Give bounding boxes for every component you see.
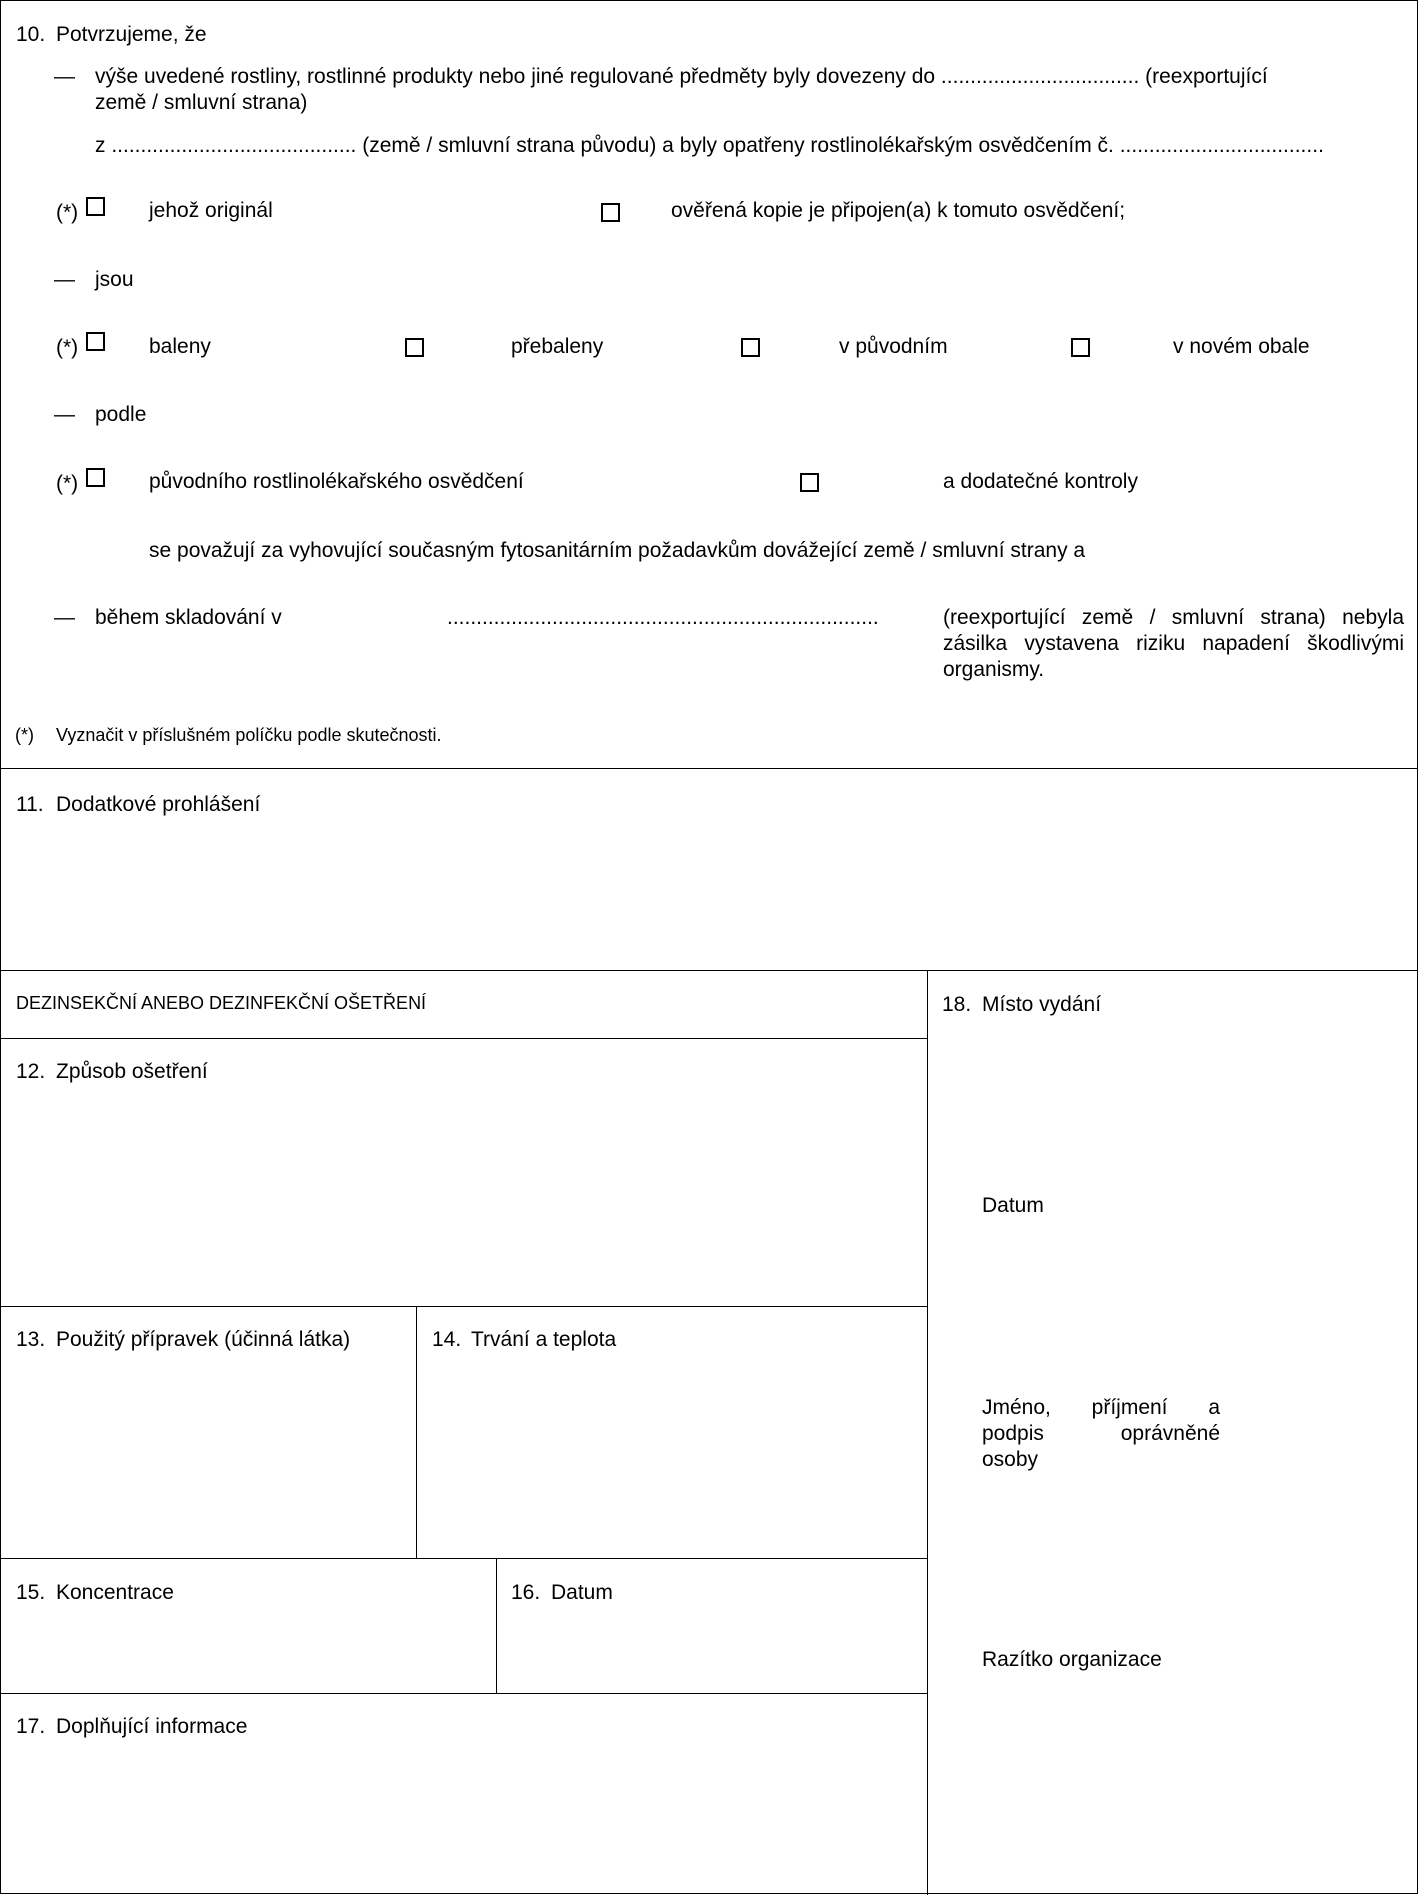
origin-statement-line: z .......................................... (země / smluvní strana původu) a byly opatřeny rostlinolékařským osvědčením č. ................................... [95,134,1324,157]
checkbox-original-packaging[interactable] [741,338,760,357]
checkbox-repacked[interactable] [405,338,424,357]
certified-copy-label: ověřená kopie je připojen(a) k tomuto osvědčení; [671,199,1126,222]
authorized-person-line3: osoby [982,1448,1039,1471]
section14-number: 14. [432,1328,462,1351]
treatment-section-header: DEZINSEKČNÍ ANEBO DEZINFEKČNÍ OŠETŘENÍ [16,993,427,1013]
packed-label: baleny [149,335,211,358]
section14-title: Trvání a teplota [471,1328,617,1351]
section13-title: Použitý přípravek (účinná látka) [56,1328,351,1351]
divider [416,1306,417,1559]
authorized-person-line1: Jméno, příjmení a [982,1396,1220,1419]
divider [0,768,1418,769]
storage-country-field[interactable]: .......................................................................... [447,606,879,629]
issue-date-label: Datum [982,1194,1044,1217]
dash: — [54,606,75,629]
section13-number: 13. [16,1328,46,1351]
original-label: jehož originál [149,199,273,222]
section15-title: Koncentrace [56,1581,174,1604]
storage-label: během skladování v [95,606,282,629]
divider [0,1558,928,1559]
podle-label: podle [95,403,147,426]
repacked-label: přebaleny [511,335,604,358]
section12-number: 12. [16,1060,46,1083]
checkbox-packed[interactable] [86,332,105,351]
authorized-person-label [982,1395,1220,1473]
column-divider [927,970,928,1895]
asterisk-mark: (*) [56,336,79,359]
imported-statement-line1b: země / smluvní strana) [95,91,308,114]
section17-title: Doplňující informace [56,1715,248,1738]
section10-number: 10. [16,23,46,46]
section18-number: 18. [942,993,972,1016]
dash: — [54,403,75,426]
section11-title: Dodatkové prohlášení [56,793,261,816]
asterisk-mark: (*) [56,472,79,495]
asterisk-mark: (*) [56,201,79,224]
checkbox-original[interactable] [86,197,105,216]
jsou-label: jsou [95,268,134,291]
section10-title: Potvrzujeme, že [56,23,207,46]
storage-statement: (reexportující země / smluvní strana) nebyla zásilka vystavena riziku napadení škodlivými organismy. [943,606,1404,681]
divider [0,1038,928,1039]
section16-title: Datum [551,1581,613,1604]
additional-inspection-label: a dodatečné kontroly [943,470,1138,493]
checkbox-new-packaging[interactable] [1071,338,1090,357]
original-packaging-label: v původním [839,335,948,358]
divider [0,970,1418,971]
compliance-statement: se považují za vyhovující současným fytosanitárním požadavkům dovážející země / smluvní strany a [149,539,1086,562]
divider [0,1693,928,1694]
section15-number: 15. [16,1581,46,1604]
footnote-mark: (*) [15,725,34,745]
divider [496,1558,497,1694]
dash: — [54,65,75,88]
imported-statement-line1: výše uvedené rostliny, rostlinné produkty nebo jiné regulované předměty byly dovezeny do .................................. (reexportující [95,65,1268,88]
section18-title: Místo vydání [982,993,1102,1016]
section16-number: 16. [511,1581,541,1604]
original-certificate-label: původního rostlinolékařského osvědčení [149,470,524,493]
section17-number: 17. [16,1715,46,1738]
stamp-label: Razítko organizace [982,1648,1162,1671]
footnote-text: Vyznačit v příslušném políčku podle skutečnosti. [56,725,442,745]
section11-number: 11. [16,793,44,816]
divider [0,1306,928,1307]
checkbox-additional-inspection[interactable] [800,473,819,492]
checkbox-original-certificate[interactable] [86,468,105,487]
section12-title: Způsob ošetření [56,1060,208,1083]
checkbox-certified-copy[interactable] [601,203,620,222]
authorized-person-line2: podpis oprávněné [982,1422,1220,1445]
new-packaging-label: v novém obale [1173,335,1310,358]
dash: — [54,268,75,291]
